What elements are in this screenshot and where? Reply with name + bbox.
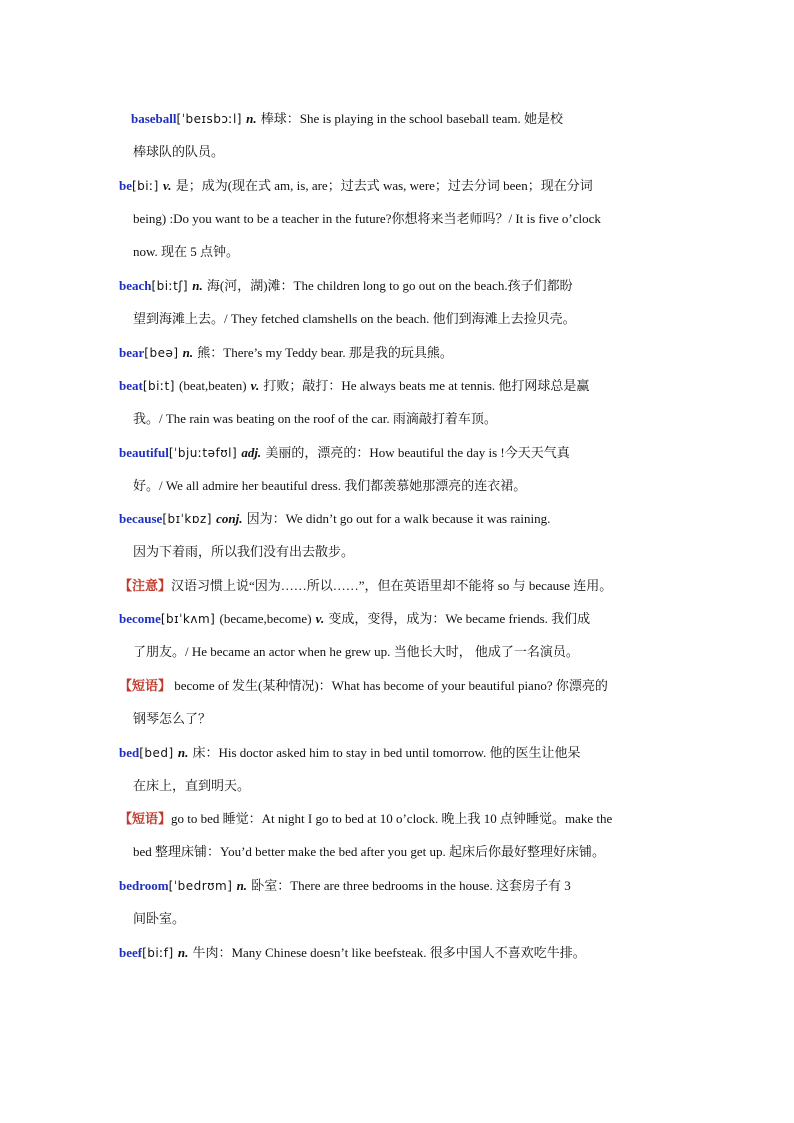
definition-cont: being) :Do you want to be a teacher in the future?你想将来当老师吗？/ It is five o’clock xyxy=(133,211,601,226)
entry-bed-line2 xyxy=(133,777,250,796)
headword: bedroom xyxy=(119,878,169,893)
phrase-block-2 xyxy=(119,810,612,829)
entry-become-line2 xyxy=(133,643,579,662)
headword: bed xyxy=(119,745,140,760)
part-of-speech: n. xyxy=(177,945,189,960)
note-tag: 【注意】 xyxy=(119,579,172,594)
entry-bedroom-line1 xyxy=(119,877,571,896)
entry-be-line3 xyxy=(133,243,239,262)
part-of-speech: n. xyxy=(177,745,189,760)
entry-bed-line1 xyxy=(119,744,581,763)
definition: 变成，变得，成为：We became friends. 我们成 xyxy=(328,611,591,626)
entry-because-line1 xyxy=(119,510,550,529)
phonetic: [bɪˈkʌm] xyxy=(160,612,216,626)
definition: 熊：There’s my Teddy bear. 那是我的玩具熊。 xyxy=(197,345,453,360)
headword: because xyxy=(119,511,163,526)
entry-bedroom-line2 xyxy=(133,910,185,929)
phonetic: [beə] xyxy=(144,346,179,360)
phonetic: [ˈbjuːtəfʊl] xyxy=(168,446,238,460)
definition-cont: 好。/ We all admire her beautiful dress. 我们都羡慕她那漂亮的连衣裙。 xyxy=(133,478,527,493)
definition-cont: 棒球队的队员。 xyxy=(133,144,225,159)
phrase-text-cont: bed 整理床铺：You’d better make the bed after you get up. 起床后你最好整理好床铺。 xyxy=(133,844,606,859)
entry-beat-line1 xyxy=(119,377,589,396)
headword: be xyxy=(119,178,132,193)
phonetic: [biːt] xyxy=(142,379,175,393)
phrase-block-2-cont xyxy=(133,843,605,862)
definition-cont: 在床上，直到明天。 xyxy=(133,778,251,793)
entry-beautiful-line1 xyxy=(119,444,570,463)
note-text: 汉语习惯上说“因为……所以……”，但在英语里却不能将 so 与 because 连用。 xyxy=(171,578,613,593)
definition-cont: now. 现在 5 点钟。 xyxy=(133,244,240,259)
headword: baseball xyxy=(131,111,177,126)
definition: 美丽的，漂亮的：How beautiful the day is !今天天气真 xyxy=(265,445,570,460)
entry-beautiful-line2 xyxy=(133,477,526,496)
phonetic: [ˈbedrʊm] xyxy=(168,879,233,893)
definition: 床：His doctor asked him to stay in bed until tomorrow. 他的医生让他呆 xyxy=(192,745,581,760)
phonetic: [biːf] xyxy=(142,946,174,960)
definition-cont: 望到海滩上去。/ They fetched clamshells on the beach. 他们到海滩上去捡贝壳。 xyxy=(133,311,576,326)
phonetic: [bed] xyxy=(139,746,174,760)
entry-baseball-line1 xyxy=(131,110,563,129)
phrase-text: become of 发生(某种情况)：What has become of your beautiful piano? 你漂亮的 xyxy=(171,678,608,693)
headword: beach xyxy=(119,278,152,293)
headword: bear xyxy=(119,345,145,360)
phrase-tag: 【短语】 xyxy=(119,812,172,827)
usage-note xyxy=(119,577,612,596)
phrase-text: go to bed 睡觉：At night I go to bed at 10 o’clock. 晚上我 10 点钟睡觉。make the xyxy=(171,811,613,826)
definition: 是；成为(现在式 am, is, are；过去式 was, were；过去分词 been；现在分词 xyxy=(175,178,593,193)
phrase-block-1-cont xyxy=(133,710,211,729)
part-of-speech: n. xyxy=(192,278,203,293)
part-of-speech: v. xyxy=(163,178,172,193)
part-of-speech: conj. xyxy=(216,511,243,526)
part-of-speech: n. xyxy=(246,111,257,126)
entry-be-line1 xyxy=(119,177,593,196)
entry-baseball-line2 xyxy=(133,143,224,162)
entry-beach-line1 xyxy=(119,277,573,296)
definition: 牛肉：Many Chinese doesn’t like beefsteak. 很多中国人不喜欢吃牛排。 xyxy=(192,945,586,960)
part-of-speech: v. xyxy=(250,378,260,393)
phonetic: [bɪˈkɒz] xyxy=(162,512,212,526)
inflections: (became,become) xyxy=(219,611,312,626)
phonetic: [biːtʃ] xyxy=(151,279,189,293)
phonetic: [ˈbeɪsbɔːl] xyxy=(176,112,242,126)
entry-bear-line1 xyxy=(119,344,453,363)
inflections: (beat,beaten) xyxy=(179,378,247,393)
entry-beef-line1 xyxy=(119,944,586,963)
part-of-speech: v. xyxy=(315,611,325,626)
part-of-speech: n. xyxy=(236,878,248,893)
entry-because-line2 xyxy=(133,543,354,562)
definition-cont: 间卧室。 xyxy=(133,911,186,926)
definition: 卧室：There are three bedrooms in the house. 这套房子有 3 xyxy=(251,878,571,893)
part-of-speech: n. xyxy=(182,345,194,360)
entry-become-line1 xyxy=(119,610,590,629)
phrase-tag: 【短语】 xyxy=(119,679,172,694)
phrase-text-cont: 钢琴怎么了？ xyxy=(133,711,212,726)
definition-cont: 因为下着雨，所以我们没有出去散步。 xyxy=(133,544,355,559)
phrase-block-1 xyxy=(119,677,608,696)
definition: 海(河，湖)滩：The children long to go out on the beach.孩子们都盼 xyxy=(206,278,573,293)
part-of-speech: adj. xyxy=(241,445,262,460)
definition-cont: 我。/ The rain was beating on the roof of the car. 雨滴敲打着车顶。 xyxy=(133,411,497,426)
entry-be-line2 xyxy=(133,210,601,229)
definition: 棒球：She is playing in the school baseball team. 她是校 xyxy=(260,111,563,126)
entry-beat-line2 xyxy=(133,410,497,429)
definition: 因为：We didn’t go out for a walk because it was raining. xyxy=(246,511,551,526)
definition: 打败；敲打：He always beats me at tennis. 他打网球总是赢 xyxy=(263,378,590,393)
entry-beach-line2 xyxy=(133,310,576,329)
headword: beautiful xyxy=(119,445,169,460)
headword: beat xyxy=(119,378,143,393)
headword: beef xyxy=(119,945,143,960)
definition-cont: 了朋友。/ He became an actor when he grew up. 当他长大时， 他成了一名演员。 xyxy=(133,644,579,659)
phonetic: [biː] xyxy=(132,179,159,193)
headword: become xyxy=(119,611,161,626)
